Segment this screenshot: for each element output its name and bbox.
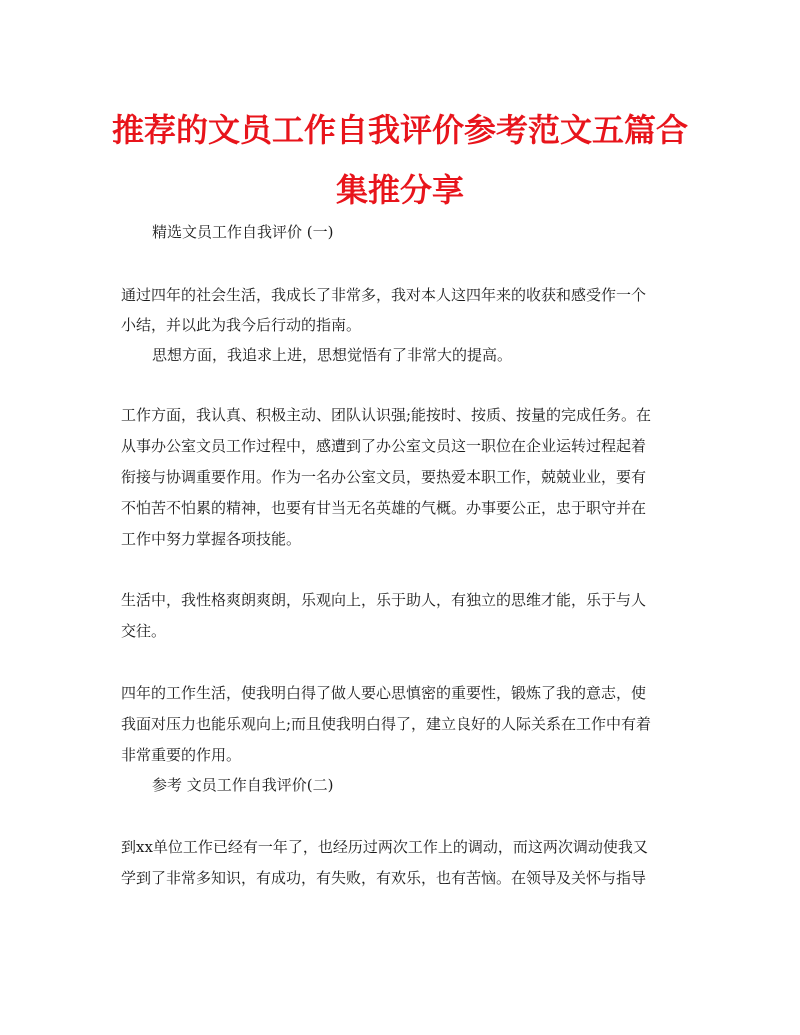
section-heading-1: 精选文员工作自我评价 (一) [152,223,334,241]
paragraph-line: 工作方面，我认真、积极主动、团队认识强;能按时、按质、按量的完成任务。在 [121,406,652,424]
paragraph-line: 通过四年的社会生活，我成长了非常多，我对本人这四年来的收获和感受作一个 [121,286,647,304]
paragraph-line: 不怕苦不怕累的精神，也要有甘当无名英雄的气概。办事要公正，忠于职守并在 [121,499,647,517]
paragraph-line: 工作中努力掌握各项技能。 [121,530,302,548]
paragraph-line: 到xx单位工作已经有一年了，也经历过两次工作上的调动，而这两次调动使我又 [121,838,648,856]
paragraph-line: 我面对压力也能乐观向上;而且使我明白得了，建立良好的人际关系在工作中有着 [121,715,652,733]
paragraph-line: 从事办公室文员工作过程中，感遭到了办公室文员这一职位在企业运转过程起着 [121,437,647,455]
paragraph-line: 交往。 [121,622,167,640]
paragraph-line: 小结，并以此为我今后行动的指南。 [121,316,362,334]
paragraph-line: 四年的工作生活，使我明白得了做人要心思慎密的重要性，锻炼了我的意志，使 [121,684,647,702]
section-heading-2: 参考 文员工作自我评价(二) [152,776,334,794]
document-title-line-1: 推荐的文员工作自我评价参考范文五篇合 [111,111,688,149]
paragraph-line: 非常重要的作用。 [121,746,242,764]
paragraph-line: 学到了非常多知识，有成功，有失败，有欢乐，也有苦恼。在领导及关怀与指导 [121,869,647,887]
paragraph-line: 思想方面，我追求上进，思想觉悟有了非常大的提高。 [152,346,513,364]
paragraph-line: 生活中，我性格爽朗爽朗，乐观向上，乐于助人，有独立的思维才能，乐于与人 [121,591,647,609]
document-title-line-2: 集推分享 [335,171,464,209]
paragraph-line: 衔接与协调重要作用。作为一名办公室文员，要热爱本职工作，兢兢业业，要有 [121,468,647,486]
